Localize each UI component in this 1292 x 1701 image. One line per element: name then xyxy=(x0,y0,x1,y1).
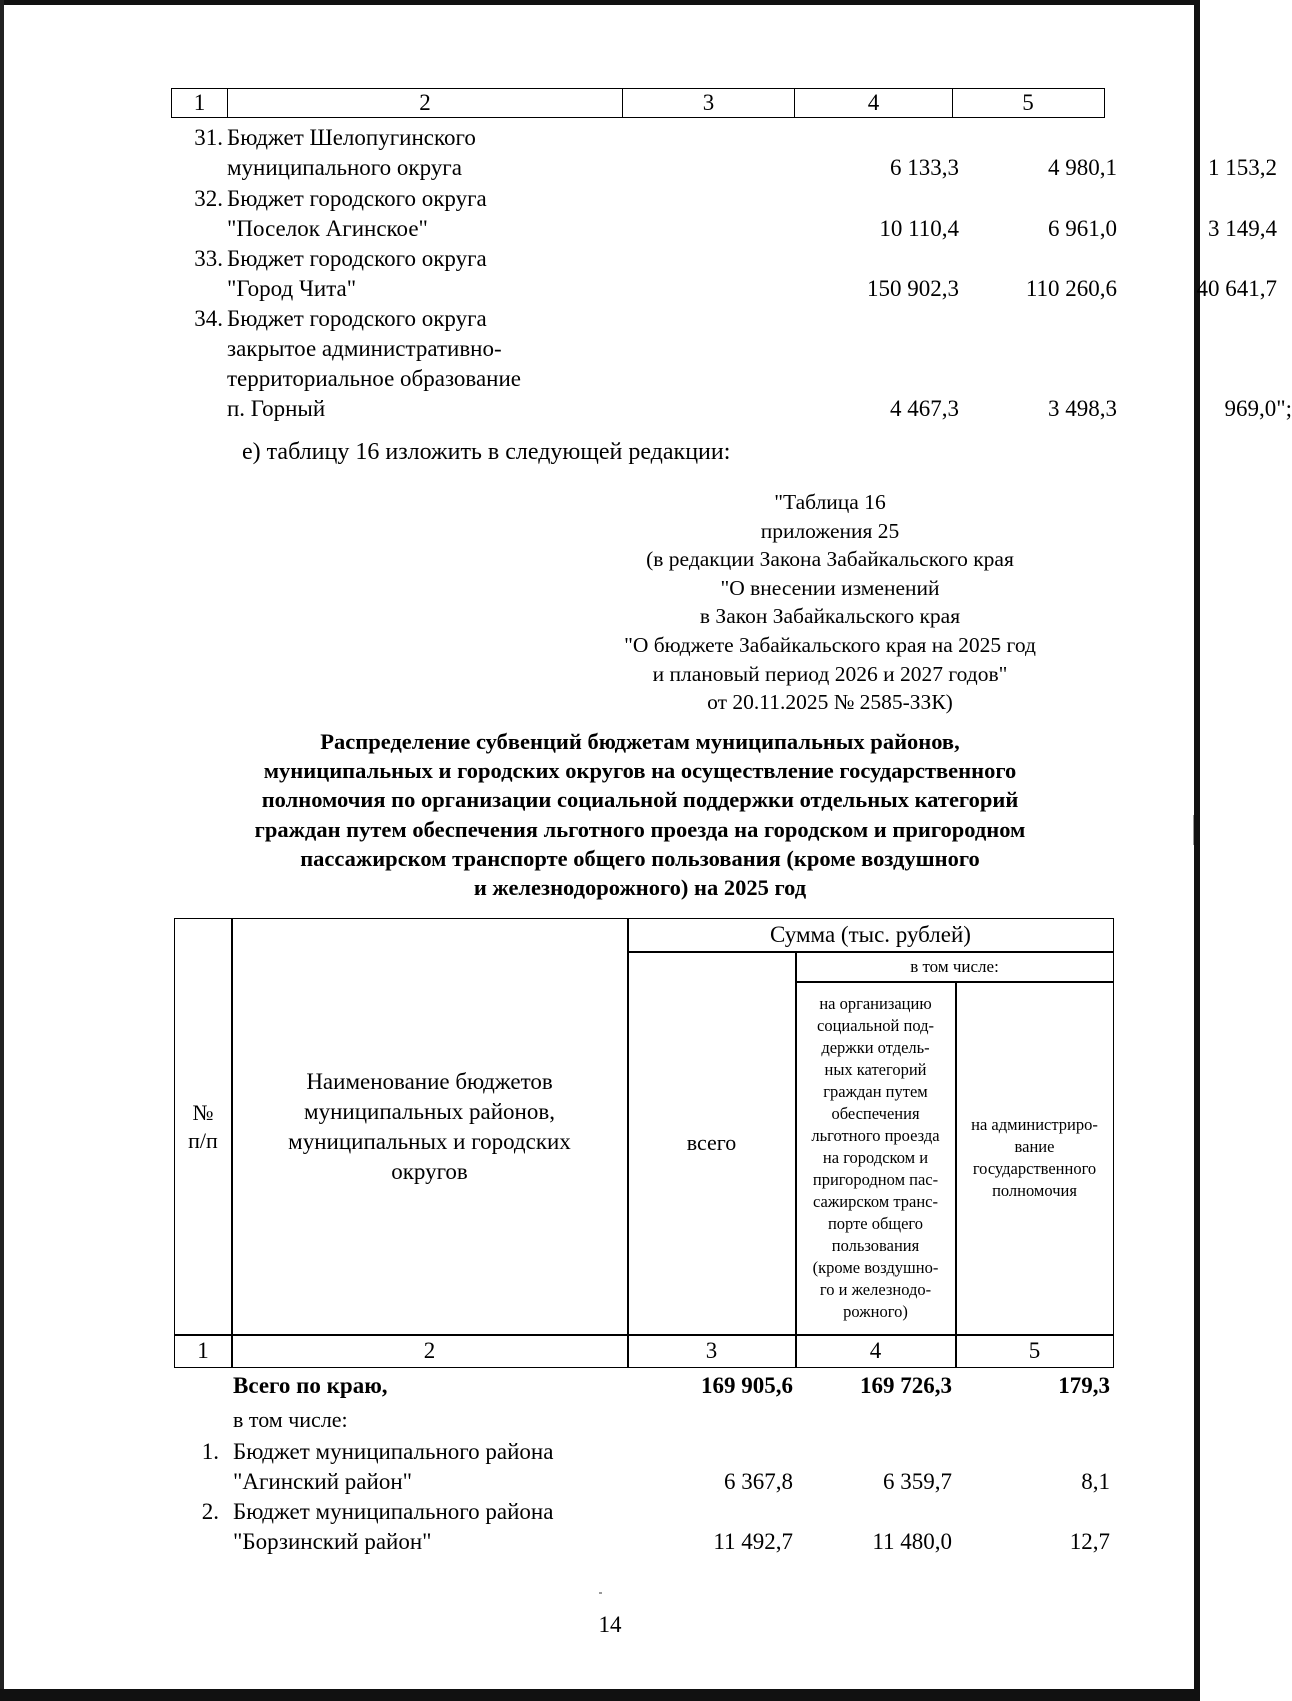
row-name-line: Бюджет Шелопугинского xyxy=(227,125,476,150)
value-total: 4 467,3 xyxy=(890,396,959,421)
table-caption xyxy=(580,488,1080,717)
top-header-cell: 2 xyxy=(228,89,623,117)
table16-header-grid xyxy=(174,918,1114,1368)
title-line: и железнодорожного) на 2025 год xyxy=(473,875,807,901)
col-number: 1 xyxy=(197,1338,209,1363)
col-number: 4 xyxy=(869,1338,882,1363)
top-header-cell: 1 xyxy=(172,89,228,117)
top-header-cell: 5 xyxy=(1022,90,1034,115)
row-name xyxy=(233,1497,553,1557)
row-number: 34. xyxy=(194,306,223,331)
caption-line: в Закон Забайкальского края xyxy=(699,604,961,629)
col-org-line: льготного проезда xyxy=(811,1126,940,1145)
title-line: Распределение субвенций бюджетам муниципальных районов, xyxy=(320,729,960,754)
value-total: 6 133,3 xyxy=(890,155,959,180)
top-header-cell: 4 xyxy=(795,89,953,117)
page-number: 14 xyxy=(598,1612,622,1637)
col-total-header: всего xyxy=(686,1130,737,1155)
scan-border-right xyxy=(1194,0,1200,1701)
value-total: 10 110,4 xyxy=(879,216,959,241)
col-org-line: обеспечения xyxy=(831,1104,920,1123)
title-line: граждан путем обеспечения льготного проезда на городском и пригородном xyxy=(254,816,1026,842)
col-org-line: социальной под- xyxy=(817,1016,934,1035)
total-row-c4: 169 726,3 xyxy=(860,1373,952,1398)
scan-mark xyxy=(1193,815,1194,845)
row-name-line: Бюджет городского округа xyxy=(227,306,487,331)
title-line: полномочия по организации социальной поддержки отдельных категорий xyxy=(261,787,1019,813)
instruction-text: е) таблицу 16 изложить в следующей редакции: xyxy=(242,439,731,465)
col-org-line: пригородном пас- xyxy=(812,1170,939,1189)
title-line: пассажирском транспорте общего пользования (кроме воздушного xyxy=(300,845,980,871)
row-name-line: "Борзинский район" xyxy=(233,1529,432,1554)
document-title xyxy=(160,727,1120,902)
caption-line: от 20.11.2025 № 2585-ЗЗК) xyxy=(707,690,953,715)
col-name-line: Наименование бюджетов xyxy=(306,1068,553,1094)
col-org-line: граждан путем xyxy=(823,1082,928,1101)
row-name-line: Бюджет муниципального района xyxy=(233,1499,554,1524)
row-name xyxy=(227,184,607,244)
col-name-line: муниципальных районов, xyxy=(304,1098,555,1124)
row-name-line: "Агинский район" xyxy=(233,1469,413,1494)
including-header: в том числе: xyxy=(910,956,999,976)
value-col4: 4 980,1 xyxy=(1048,155,1117,180)
scan-border-top xyxy=(0,0,1200,5)
top-header-cell: 3 xyxy=(623,89,795,117)
col-org-line: го и железнодо- xyxy=(819,1280,932,1299)
scan-border-bottom xyxy=(0,1689,1200,1701)
title-line: муниципальных и городских округов на осуществление государственного xyxy=(263,758,1017,784)
col-name-line: округов xyxy=(391,1158,468,1184)
including-row: в том числе: xyxy=(233,1407,348,1432)
col-org-line: на организацию xyxy=(819,994,932,1013)
row-name xyxy=(227,123,607,183)
value-col5: 12,7 xyxy=(1069,1529,1110,1554)
value-total: 6 367,8 xyxy=(724,1469,793,1494)
total-row-c3: 169 905,6 xyxy=(701,1373,793,1398)
table-row xyxy=(171,244,1277,304)
row-name xyxy=(227,304,607,424)
caption-line: "О бюджете Забайкальского края на 2025 год xyxy=(624,632,1036,657)
value-col5: 8,1 xyxy=(1081,1469,1110,1494)
col-org-line: сажирском транс- xyxy=(813,1192,938,1211)
value-total: 150 902,3 xyxy=(867,276,959,301)
value-col4: 110 260,6 xyxy=(1025,276,1117,301)
col-name-header xyxy=(232,919,627,1334)
caption-line: и плановый период 2026 и 2027 годов" xyxy=(652,661,1008,686)
col-num-header xyxy=(175,919,231,1334)
col-org-line: пользования xyxy=(831,1236,920,1255)
value-col4: 6 359,7 xyxy=(883,1469,952,1494)
row-number: 32. xyxy=(194,186,223,211)
value-total: 11 492,7 xyxy=(713,1529,793,1554)
value-col5: 3 149,4 xyxy=(1208,216,1277,241)
col-org-line: на городском и xyxy=(822,1148,929,1167)
row-name-line: Бюджет городского округа xyxy=(227,186,487,211)
row-number: 31. xyxy=(194,125,223,150)
row-name-line: п. Горный xyxy=(227,396,326,421)
row-name xyxy=(233,1437,553,1497)
row-number: 33. xyxy=(194,246,223,271)
table-row xyxy=(171,123,1277,183)
col-admin-line: полномочия xyxy=(992,1181,1077,1200)
col-num-line: № xyxy=(192,1099,214,1125)
col-org-header xyxy=(796,982,955,1334)
row-name-line: Бюджет городского округа xyxy=(227,246,487,271)
row-name-line: Бюджет муниципального района xyxy=(233,1439,554,1464)
value-col5: 1 153,2 xyxy=(1208,155,1277,180)
value-col4: 11 480,0 xyxy=(872,1529,952,1554)
row-name-line: "Поселок Агинское" xyxy=(227,216,428,241)
total-row-c5: 179,3 xyxy=(1058,1373,1110,1398)
col-number: 5 xyxy=(1028,1338,1041,1363)
value-col4: 3 498,3 xyxy=(1048,396,1117,421)
caption-line: приложения 25 xyxy=(760,518,900,543)
caption-line: (в редакции Закона Забайкальского края xyxy=(646,547,1014,572)
value-col4: 6 961,0 xyxy=(1048,216,1117,241)
value-col5: 969,0"; xyxy=(1224,396,1292,421)
row-number: 2. xyxy=(201,1499,219,1524)
row-name xyxy=(227,244,607,304)
col-admin-line: вание xyxy=(1014,1137,1055,1156)
top-table-header xyxy=(171,88,1105,118)
col-num-line: п/п xyxy=(188,1127,218,1153)
sum-header: Сумма (тыс. рублей) xyxy=(770,922,971,947)
row-name-line: "Город Чита" xyxy=(227,276,357,301)
row-name-line: муниципального округа xyxy=(227,155,462,180)
col-name-line: муниципальных и городских xyxy=(288,1128,571,1154)
row-number: 1. xyxy=(201,1439,219,1464)
col-org-line: рожного) xyxy=(843,1302,908,1321)
col-number: 3 xyxy=(705,1338,718,1363)
caption-line: "Таблица 16 xyxy=(774,490,886,514)
col-org-line: ных категорий xyxy=(824,1060,927,1079)
col-admin-line: на администриро- xyxy=(971,1115,1098,1134)
col-org-line: (кроме воздушно- xyxy=(812,1258,939,1277)
scan-dot xyxy=(599,1592,602,1594)
table-row xyxy=(171,184,1277,244)
table-row xyxy=(171,304,1292,424)
col-number: 2 xyxy=(423,1338,436,1363)
value-col5: 40 641,7 xyxy=(1196,276,1277,301)
col-org-line: держки отдель- xyxy=(821,1038,930,1057)
col-admin-line: государственного xyxy=(972,1159,1097,1178)
col-admin-header xyxy=(956,982,1113,1334)
scan-border-left xyxy=(0,0,4,1701)
total-row-label: Всего по краю, xyxy=(233,1373,388,1398)
caption-line: "О внесении изменений xyxy=(720,575,940,600)
row-name-line: территориальное образование xyxy=(227,366,522,391)
row-name-line: закрытое административно- xyxy=(227,336,502,361)
col-org-line: порте общего xyxy=(827,1214,924,1233)
